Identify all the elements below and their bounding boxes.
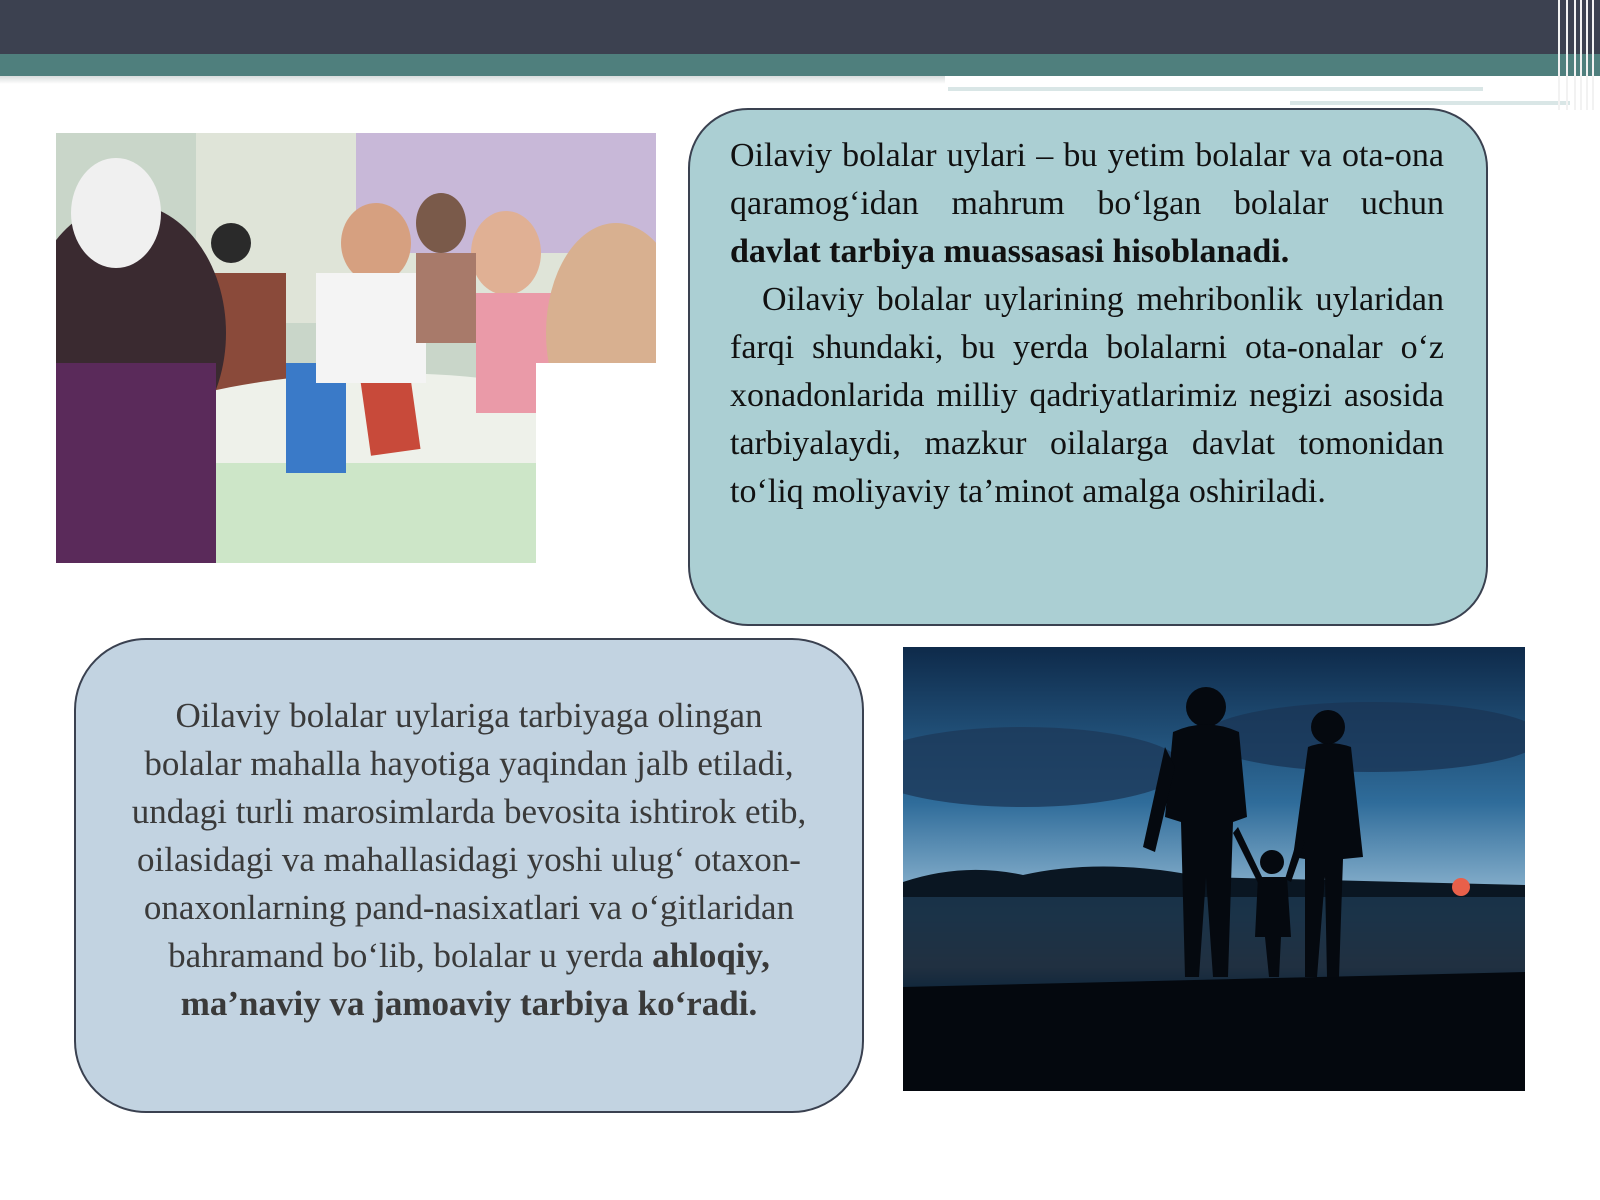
top-paragraph-1-bold: davlat tarbiya muassasasi hisoblanadi.: [730, 233, 1290, 270]
header-shadow: [0, 76, 945, 84]
accent-line: [1290, 101, 1570, 105]
header-teal-bar: [0, 54, 1600, 76]
top-paragraph-1: [730, 132, 1444, 276]
family-silhouette-photo: [903, 647, 1525, 1091]
bottom-text-box: [74, 638, 864, 1113]
bottom-paragraph: [126, 692, 812, 1028]
top-text-box: [688, 108, 1488, 626]
bottom-paragraph-plain: Oilaviy bolalar uylariga tarbiyaga olingan bolalar mahalla hayotiga yaqindan jalb etiladi, undagi turli marosimlarda bevosita ishtirok etib, oilasidagi va mahallasidagi yoshi ulug‘ otaxon-onaxonlarning pand-nasixatlari va o‘gitlaridan bahramand bo‘lib, bolalar u yerda: [131, 696, 807, 975]
accent-line: [948, 87, 1483, 91]
corner-stripes: [1552, 0, 1600, 110]
header-dark-bar: [0, 0, 1600, 54]
bottom-paragraph-bold: ahloqiy, ma’naviy va jamoaviy tarbiya ko‘radi.: [180, 936, 770, 1023]
children-drawing-photo: [56, 133, 656, 563]
top-paragraph-1-plain: Oilaviy bolalar uylari – bu yetim bolalar va ota-ona qaramog‘idan mahrum bo‘lgan bolalar uchun: [730, 137, 1444, 222]
top-paragraph-2: Oilaviy bolalar uylarining mehribonlik uylaridan farqi shundaki, bu yerda bolalarni ota-onalar o‘z xonadonlarida milliy qadriyatlarimiz negizi asosida tarbiyalaydi, mazkur oilalarga davlat tomonidan to‘liq moliyaviy ta’minot amalga oshiriladi.: [730, 281, 1444, 510]
